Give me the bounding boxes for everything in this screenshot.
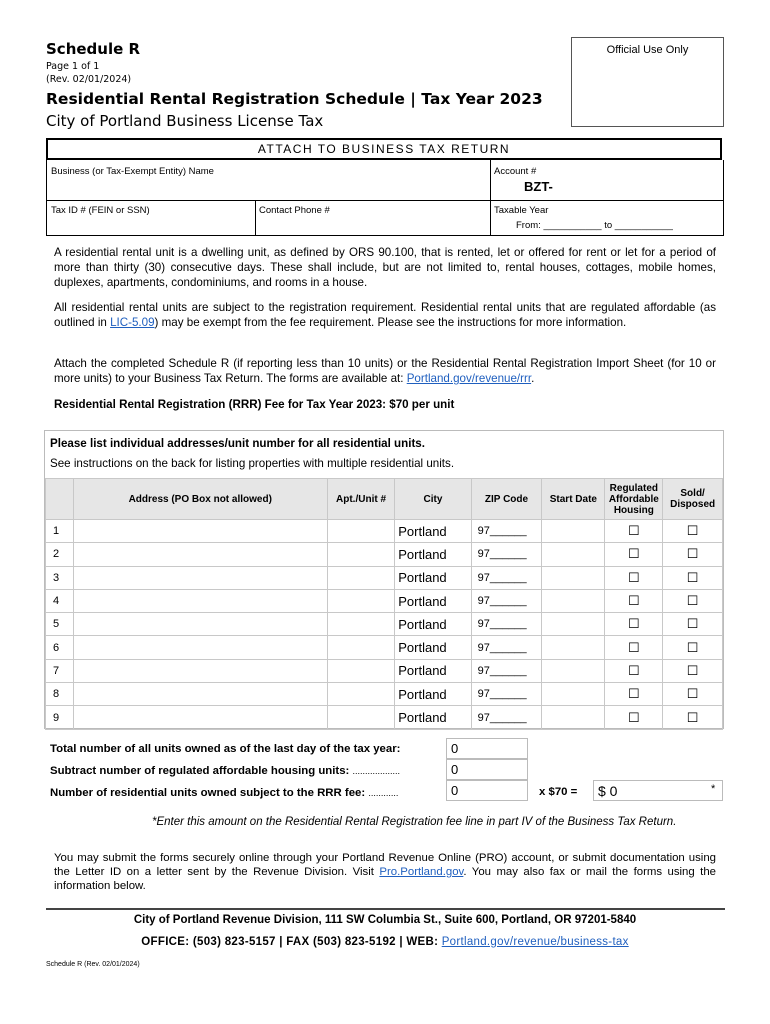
revision-date: (Rev. 02/01/2024) — [46, 74, 132, 85]
tax-id-field[interactable] — [47, 202, 255, 236]
official-use-box — [571, 37, 724, 127]
definition-paragraph: A residential rental unit is a dwelling unit, as defined by ORS 90.100, that is rented, let or offered for rent or let for a period of more than thirty (30) consecutive days. These shall include, but are not limited to, rental houses, cottages, mobile homes, duplexes, apartments, condominiums, and rooms in a house. — [54, 246, 716, 289]
zip-input[interactable]: 97______ — [471, 683, 542, 706]
col-regulated-affordable: Regulated Affordable Housing — [605, 479, 663, 520]
schedule-title: Schedule R — [46, 40, 141, 58]
unit-row — [46, 706, 723, 729]
business-name-label: Business (or Tax-Exempt Entity) Name — [51, 166, 214, 177]
from-label: From: — [516, 220, 541, 231]
address-input[interactable] — [73, 589, 327, 612]
apt-unit-input[interactable] — [327, 520, 394, 543]
regulated-checkbox[interactable]: ☐ — [605, 520, 663, 543]
zip-input[interactable]: 97______ — [471, 520, 542, 543]
units-instructions: See instructions on the back for listing properties with multiple residential units. — [50, 457, 455, 470]
start-date-input[interactable] — [542, 636, 605, 659]
footer-address: City of Portland Revenue Division, 111 SW Columbia St., Suite 600, Portland, OR 97201-5840 — [133, 914, 637, 926]
account-label: Account # — [494, 166, 537, 177]
attach-paragraph: Attach the completed Schedule R (if reporting less than 10 units) or the Residential Rental Registration Import Sheet (for 10 or more units) to your Business Tax Return. The forms are available at: Portland.gov/revenue/rrr. — [54, 357, 716, 385]
col-city: City — [395, 479, 471, 520]
row-number: 5 — [46, 613, 74, 636]
from-date-input[interactable]: ___________ — [543, 220, 602, 231]
col-apt-unit: Apt./Unit # — [327, 479, 394, 520]
start-date-input[interactable] — [542, 566, 605, 589]
unit-row — [46, 613, 723, 636]
row-number: 7 — [46, 659, 74, 682]
business-tax-web-link[interactable]: Portland.gov/revenue/business-tax — [441, 936, 629, 948]
apt-unit-input[interactable] — [327, 683, 394, 706]
units-table — [45, 478, 723, 730]
row-number: 8 — [46, 683, 74, 706]
start-date-input[interactable] — [542, 589, 605, 612]
zip-input[interactable]: 97______ — [471, 706, 542, 729]
fee-statement: Residential Rental Registration (RRR) Fee for Tax Year 2023: $70 per unit — [54, 398, 455, 411]
start-date-input[interactable] — [542, 613, 605, 636]
row-number: 6 — [46, 636, 74, 659]
form-subtitle: City of Portland Business License Tax — [46, 112, 324, 130]
taxpayer-info-grid — [46, 160, 724, 236]
apt-unit-input[interactable] — [327, 566, 394, 589]
sold-checkbox[interactable]: ☐ — [663, 706, 723, 729]
col-start-date: Start Date — [542, 479, 605, 520]
units-heading: Please list individual addresses/unit number for all residential units. — [50, 437, 425, 450]
contact-phone-label: Contact Phone # — [259, 205, 330, 216]
regulated-checkbox[interactable]: ☐ — [605, 589, 663, 612]
address-input[interactable] — [73, 520, 327, 543]
start-date-input[interactable] — [542, 543, 605, 566]
row-number: 4 — [46, 589, 74, 612]
unit-row — [46, 683, 723, 706]
attach-banner: ATTACH TO BUSINESS TAX RETURN — [46, 138, 722, 160]
address-input[interactable] — [73, 706, 327, 729]
apt-unit-input[interactable] — [327, 589, 394, 612]
city-input[interactable]: Portland — [395, 706, 471, 729]
subject-units-input[interactable]: 0 — [446, 780, 528, 801]
requirement-paragraph: All residential rental units are subject to the registration requirement. Residential rental units that are regulated affordable (as outlined in LIC-5.09) may be exempt from the fee requirement. Please see the instructions for more information. — [54, 301, 716, 329]
account-prefix: BZT- — [524, 179, 553, 194]
to-date-input[interactable]: ___________ — [614, 220, 673, 231]
start-date-input[interactable] — [542, 706, 605, 729]
apt-unit-input[interactable] — [327, 659, 394, 682]
sold-checkbox[interactable]: ☐ — [663, 659, 723, 682]
start-date-input[interactable] — [542, 520, 605, 543]
city-input[interactable]: Portland — [395, 683, 471, 706]
apt-unit-input[interactable] — [327, 613, 394, 636]
regulated-checkbox[interactable]: ☐ — [605, 613, 663, 636]
sold-checkbox[interactable]: ☐ — [663, 566, 723, 589]
subtract-units-input[interactable]: 0 — [446, 759, 528, 780]
footer-contact: OFFICE: (503) 823-5157 | FAX (503) 823-5192 | WEB: Portland.gov/revenue/business-tax — [141, 936, 629, 948]
zip-input[interactable]: 97______ — [471, 636, 542, 659]
regulated-checkbox[interactable]: ☐ — [605, 706, 663, 729]
enter-amount-note: *Enter this amount on the Residential Rental Registration fee line in part IV of the Business Tax Return. — [152, 816, 677, 828]
subtract-units-label: Subtract number of regulated affordable housing units: ................... — [50, 765, 401, 777]
zip-input[interactable]: 97______ — [471, 543, 542, 566]
sold-checkbox[interactable]: ☐ — [663, 520, 723, 543]
address-input[interactable] — [73, 636, 327, 659]
unit-row — [46, 589, 723, 612]
address-input[interactable] — [73, 659, 327, 682]
pro-portal-link[interactable]: Pro.Portland.gov — [379, 866, 464, 878]
fee-asterisk: * — [711, 783, 716, 795]
business-name-field[interactable] — [47, 163, 490, 200]
unit-row — [46, 543, 723, 566]
sold-checkbox[interactable]: ☐ — [663, 589, 723, 612]
taxable-year-field[interactable] — [490, 202, 724, 236]
start-date-input[interactable] — [542, 683, 605, 706]
regulated-checkbox[interactable]: ☐ — [605, 659, 663, 682]
fee-total-input[interactable]: $ 0 — [593, 780, 723, 801]
row-number: 2 — [46, 543, 74, 566]
city-input[interactable]: Portland — [395, 566, 471, 589]
regulated-checkbox[interactable]: ☐ — [605, 636, 663, 659]
col-zip: ZIP Code — [471, 479, 542, 520]
units-table-header — [46, 479, 723, 520]
rrr-forms-link[interactable]: Portland.gov/revenue/rrr — [406, 372, 532, 385]
col-address: Address (PO Box not allowed) — [73, 479, 327, 520]
apt-unit-input[interactable] — [327, 543, 394, 566]
zip-input[interactable]: 97______ — [471, 566, 542, 589]
city-input[interactable]: Portland — [395, 543, 471, 566]
start-date-input[interactable] — [542, 659, 605, 682]
contact-phone-field[interactable] — [255, 202, 490, 236]
zip-input[interactable]: 97______ — [471, 659, 542, 682]
city-input[interactable]: Portland — [395, 589, 471, 612]
zip-input[interactable]: 97______ — [471, 613, 542, 636]
sold-checkbox[interactable]: ☐ — [663, 543, 723, 566]
taxable-year-label: Taxable Year — [494, 205, 549, 216]
multiplier-label: x $70 = — [539, 786, 578, 798]
zip-input[interactable]: 97______ — [471, 589, 542, 612]
unit-row — [46, 566, 723, 589]
footer-divider — [46, 908, 725, 910]
city-input[interactable]: Portland — [395, 636, 471, 659]
regulated-checkbox[interactable]: ☐ — [605, 566, 663, 589]
col-sold-disposed: Sold/ Disposed — [663, 479, 723, 520]
regulated-checkbox[interactable]: ☐ — [605, 683, 663, 706]
row-number: 1 — [46, 520, 74, 543]
apt-unit-input[interactable] — [327, 636, 394, 659]
footer-revision: Schedule R (Rev. 02/01/2024) — [46, 961, 140, 968]
city-input[interactable]: Portland — [395, 520, 471, 543]
total-units-label: Total number of all units owned as of the last day of the tax year: — [50, 743, 401, 755]
address-input[interactable] — [73, 683, 327, 706]
city-input[interactable]: Portland — [395, 613, 471, 636]
regulated-checkbox[interactable]: ☐ — [605, 543, 663, 566]
row-number: 3 — [46, 566, 74, 589]
apt-unit-input[interactable] — [327, 706, 394, 729]
submit-paragraph: You may submit the forms securely online through your Portland Revenue Online (PRO) account, or submit documentation using the Letter ID on a letter sent by the Revenue Division. Visit Pro.Portland.gov. You may also fax or mail the forms using the information below. — [54, 852, 716, 892]
official-use-label: Official Use Only — [606, 44, 689, 56]
lic-509-link[interactable]: LIC-5.09 — [110, 316, 155, 329]
unit-row — [46, 659, 723, 682]
sold-checkbox[interactable]: ☐ — [663, 636, 723, 659]
subject-units-label: Number of residential units owned subject to the RRR fee: ............ — [50, 787, 399, 799]
address-input[interactable] — [73, 566, 327, 589]
row-number: 9 — [46, 706, 74, 729]
to-label: to — [604, 220, 613, 231]
unit-row — [46, 636, 723, 659]
page-count: Page 1 of 1 — [46, 61, 100, 72]
sold-checkbox[interactable]: ☐ — [663, 613, 723, 636]
total-units-input[interactable]: 0 — [446, 738, 528, 759]
sold-checkbox[interactable]: ☐ — [663, 683, 723, 706]
city-input[interactable]: Portland — [395, 659, 471, 682]
account-number-field[interactable] — [490, 163, 724, 200]
form-title: Residential Rental Registration Schedule | Tax Year 2023 — [46, 90, 543, 108]
unit-row — [46, 520, 723, 543]
address-input[interactable] — [73, 613, 327, 636]
address-input[interactable] — [73, 543, 327, 566]
tax-id-label: Tax ID # (FEIN or SSN) — [51, 205, 150, 216]
